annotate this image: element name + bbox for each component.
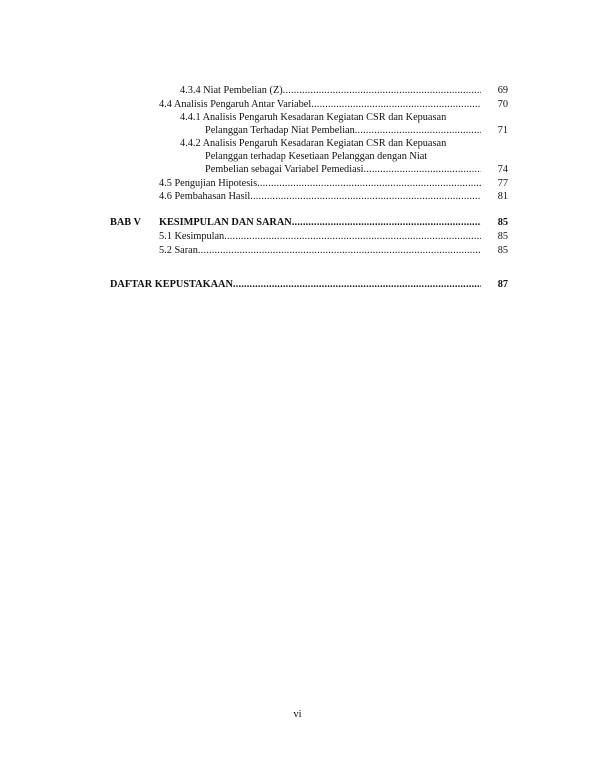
toc-chapter-label: BAB V [110,217,141,228]
toc-entry-bab-v [159,216,481,229]
toc-leader [292,216,481,229]
toc-entry-4-4-2-line2: Pelanggan terhadap Kesetiaan Pelanggan dengan Niat [205,151,428,162]
toc-entry-text: 4.4 Analisis Pengaruh Antar Variabel [159,99,312,110]
toc-leader [198,244,481,257]
toc-leader [364,163,481,176]
toc-entry-4-3-4 [180,84,481,97]
toc-leader [283,84,481,97]
toc-leader [257,177,481,190]
toc-leader [233,278,481,291]
toc-page-number: 77 [497,178,508,189]
toc-entry-text: DAFTAR KEPUSTAKAAN [110,279,233,290]
toc-entry-4-4-2-line1: 4.4.2 Analisis Pengaruh Kesadaran Kegiatan CSR dan Kepuasan [180,138,447,149]
toc-entry-4-4-1-line1: 4.4.1 Analisis Pengaruh Kesadaran Kegiatan CSR dan Kepuasan [180,112,447,123]
toc-entry-text: KESIMPULAN DAN SARAN [159,217,292,228]
toc-entry-text: Pembelian sebagai Variabel Pemediasi [205,164,364,175]
toc-entry-4-6 [159,190,481,203]
toc-page-number: 87 [497,279,508,290]
toc-entry-text: Pelanggan Terhadap Niat Pembelian [205,125,355,136]
toc-page-number: 70 [497,99,508,110]
toc-page-number: 85 [497,245,508,256]
toc-entry-4-4 [159,98,481,111]
toc-page-number: 85 [497,231,508,242]
toc-entry-4-4-1-line2 [205,124,481,137]
toc-entry-5-1 [159,230,481,243]
toc-page-number: 74 [497,164,508,175]
page-footer-number: vi [293,709,302,720]
toc-entry-daftar-kepustakaan [110,278,481,291]
toc-entry-4-4-2-line3 [205,163,481,176]
toc-entry-text: 5.2 Saran [159,245,198,256]
toc-leader [355,124,481,137]
toc-leader [224,230,481,243]
toc-entry-text: 4.5 Pengujian Hipotesis [159,178,258,189]
toc-leader [311,98,481,111]
toc-entry-4-5 [159,177,481,190]
toc-page-number: 69 [497,85,508,96]
toc-entry-text: 4.6 Pembahasan Hasil [159,191,251,202]
toc-page-number: 81 [497,191,508,202]
toc-entry-text: 5.1 Kesimpulan [159,231,225,242]
toc-entry-text: 4.3.4 Niat Pembelian (Z) [180,85,283,96]
toc-page-number: 71 [497,125,508,136]
toc-entry-5-2 [159,244,481,257]
toc-page-number: 85 [497,217,508,228]
toc-leader [250,190,481,203]
